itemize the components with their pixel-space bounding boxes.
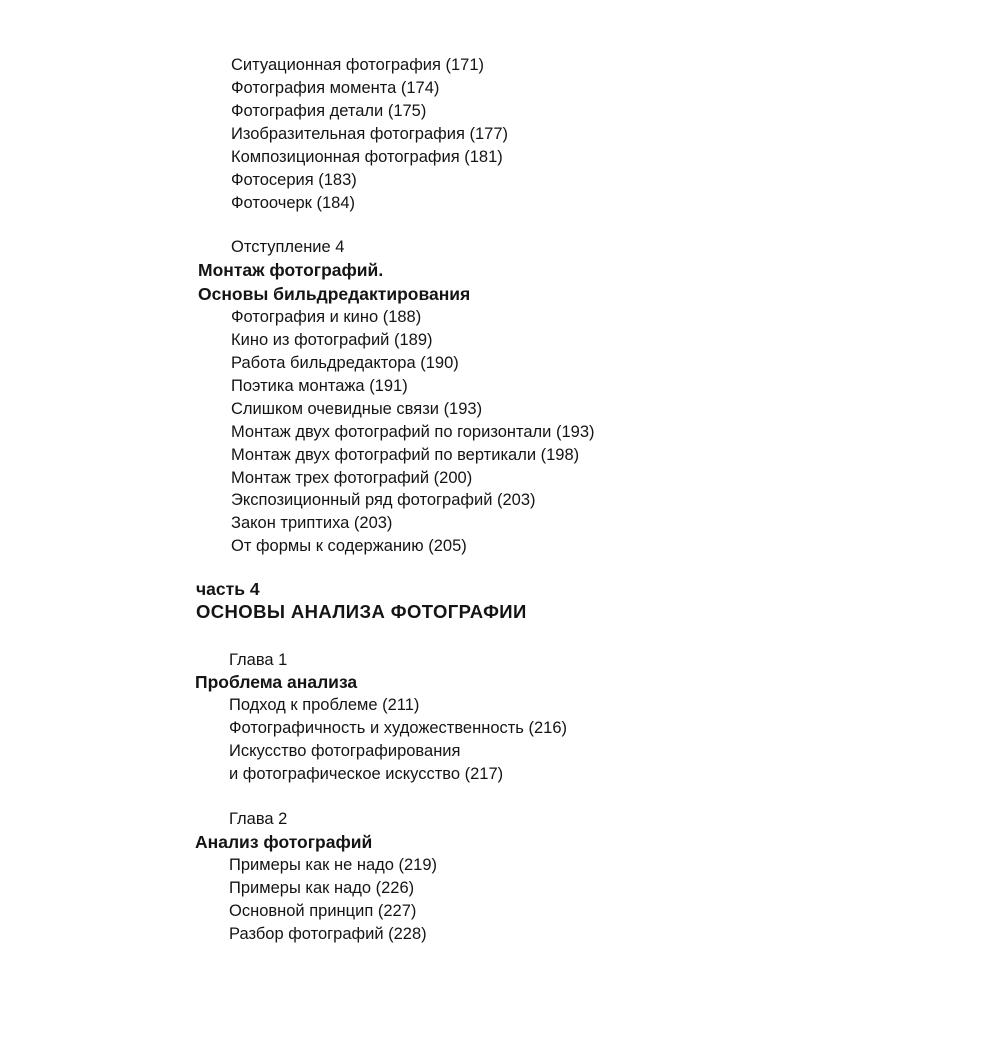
- toc-entry: Ситуационная фотография (171): [231, 56, 485, 74]
- toc-entry: Монтаж двух фотографий по горизонтали (193): [231, 423, 595, 441]
- digression-title-line1: Монтаж фотографий.: [198, 260, 384, 280]
- toc-entry: Фотоочерк (184): [231, 194, 355, 212]
- toc-entry: От формы к содержанию (205): [231, 537, 467, 555]
- toc-entry: Изобразительная фотография (177): [231, 125, 508, 143]
- toc-entry: Искусство фотографирования: [229, 742, 461, 760]
- part-title: ОСНОВЫ АНАЛИЗА ФОТОГРАФИИ: [196, 601, 527, 622]
- toc-entry: Поэтика монтажа (191): [231, 377, 408, 395]
- toc-entry: Фотографичность и художественность (216): [229, 719, 568, 737]
- digression-title-line2: Основы бильдредактирования: [198, 284, 471, 304]
- toc-entry: Закон триптиха (203): [231, 514, 393, 532]
- digression-label: Отступление 4: [231, 238, 345, 256]
- toc-entry: Примеры как надо (226): [229, 879, 415, 897]
- toc-entry: Монтаж трех фотографий (200): [231, 469, 473, 487]
- toc-entry: и фотографическое искусство (217): [229, 765, 504, 783]
- toc-entry: Работа бильдредактора (190): [231, 354, 459, 372]
- toc-entry: Подход к проблеме (211): [229, 696, 420, 714]
- part-label: часть 4: [196, 579, 260, 599]
- toc-entry: Кино из фотографий (189): [231, 331, 433, 349]
- toc-entry: Разбор фотографий (228): [229, 925, 427, 943]
- toc-entry: Фотография детали (175): [231, 102, 427, 120]
- chapter-title: Анализ фотографий: [195, 832, 373, 852]
- toc-entry: Слишком очевидные связи (193): [231, 400, 483, 418]
- toc-entry: Фотография и кино (188): [231, 308, 422, 326]
- chapter-title: Проблема анализа: [195, 672, 358, 692]
- toc-entry: Основной принцип (227): [229, 902, 417, 920]
- chapter-label: Глава 1: [229, 651, 288, 669]
- toc-entry: Фотография момента (174): [231, 79, 440, 97]
- toc-entry: Экспозиционный ряд фотографий (203): [231, 491, 536, 509]
- toc-entry: Композиционная фотография (181): [231, 148, 503, 166]
- toc-entry: Фотосерия (183): [231, 171, 357, 189]
- toc-entry: Примеры как не надо (219): [229, 856, 438, 874]
- chapter-label: Глава 2: [229, 810, 288, 828]
- toc-entry: Монтаж двух фотографий по вертикали (198): [231, 446, 580, 464]
